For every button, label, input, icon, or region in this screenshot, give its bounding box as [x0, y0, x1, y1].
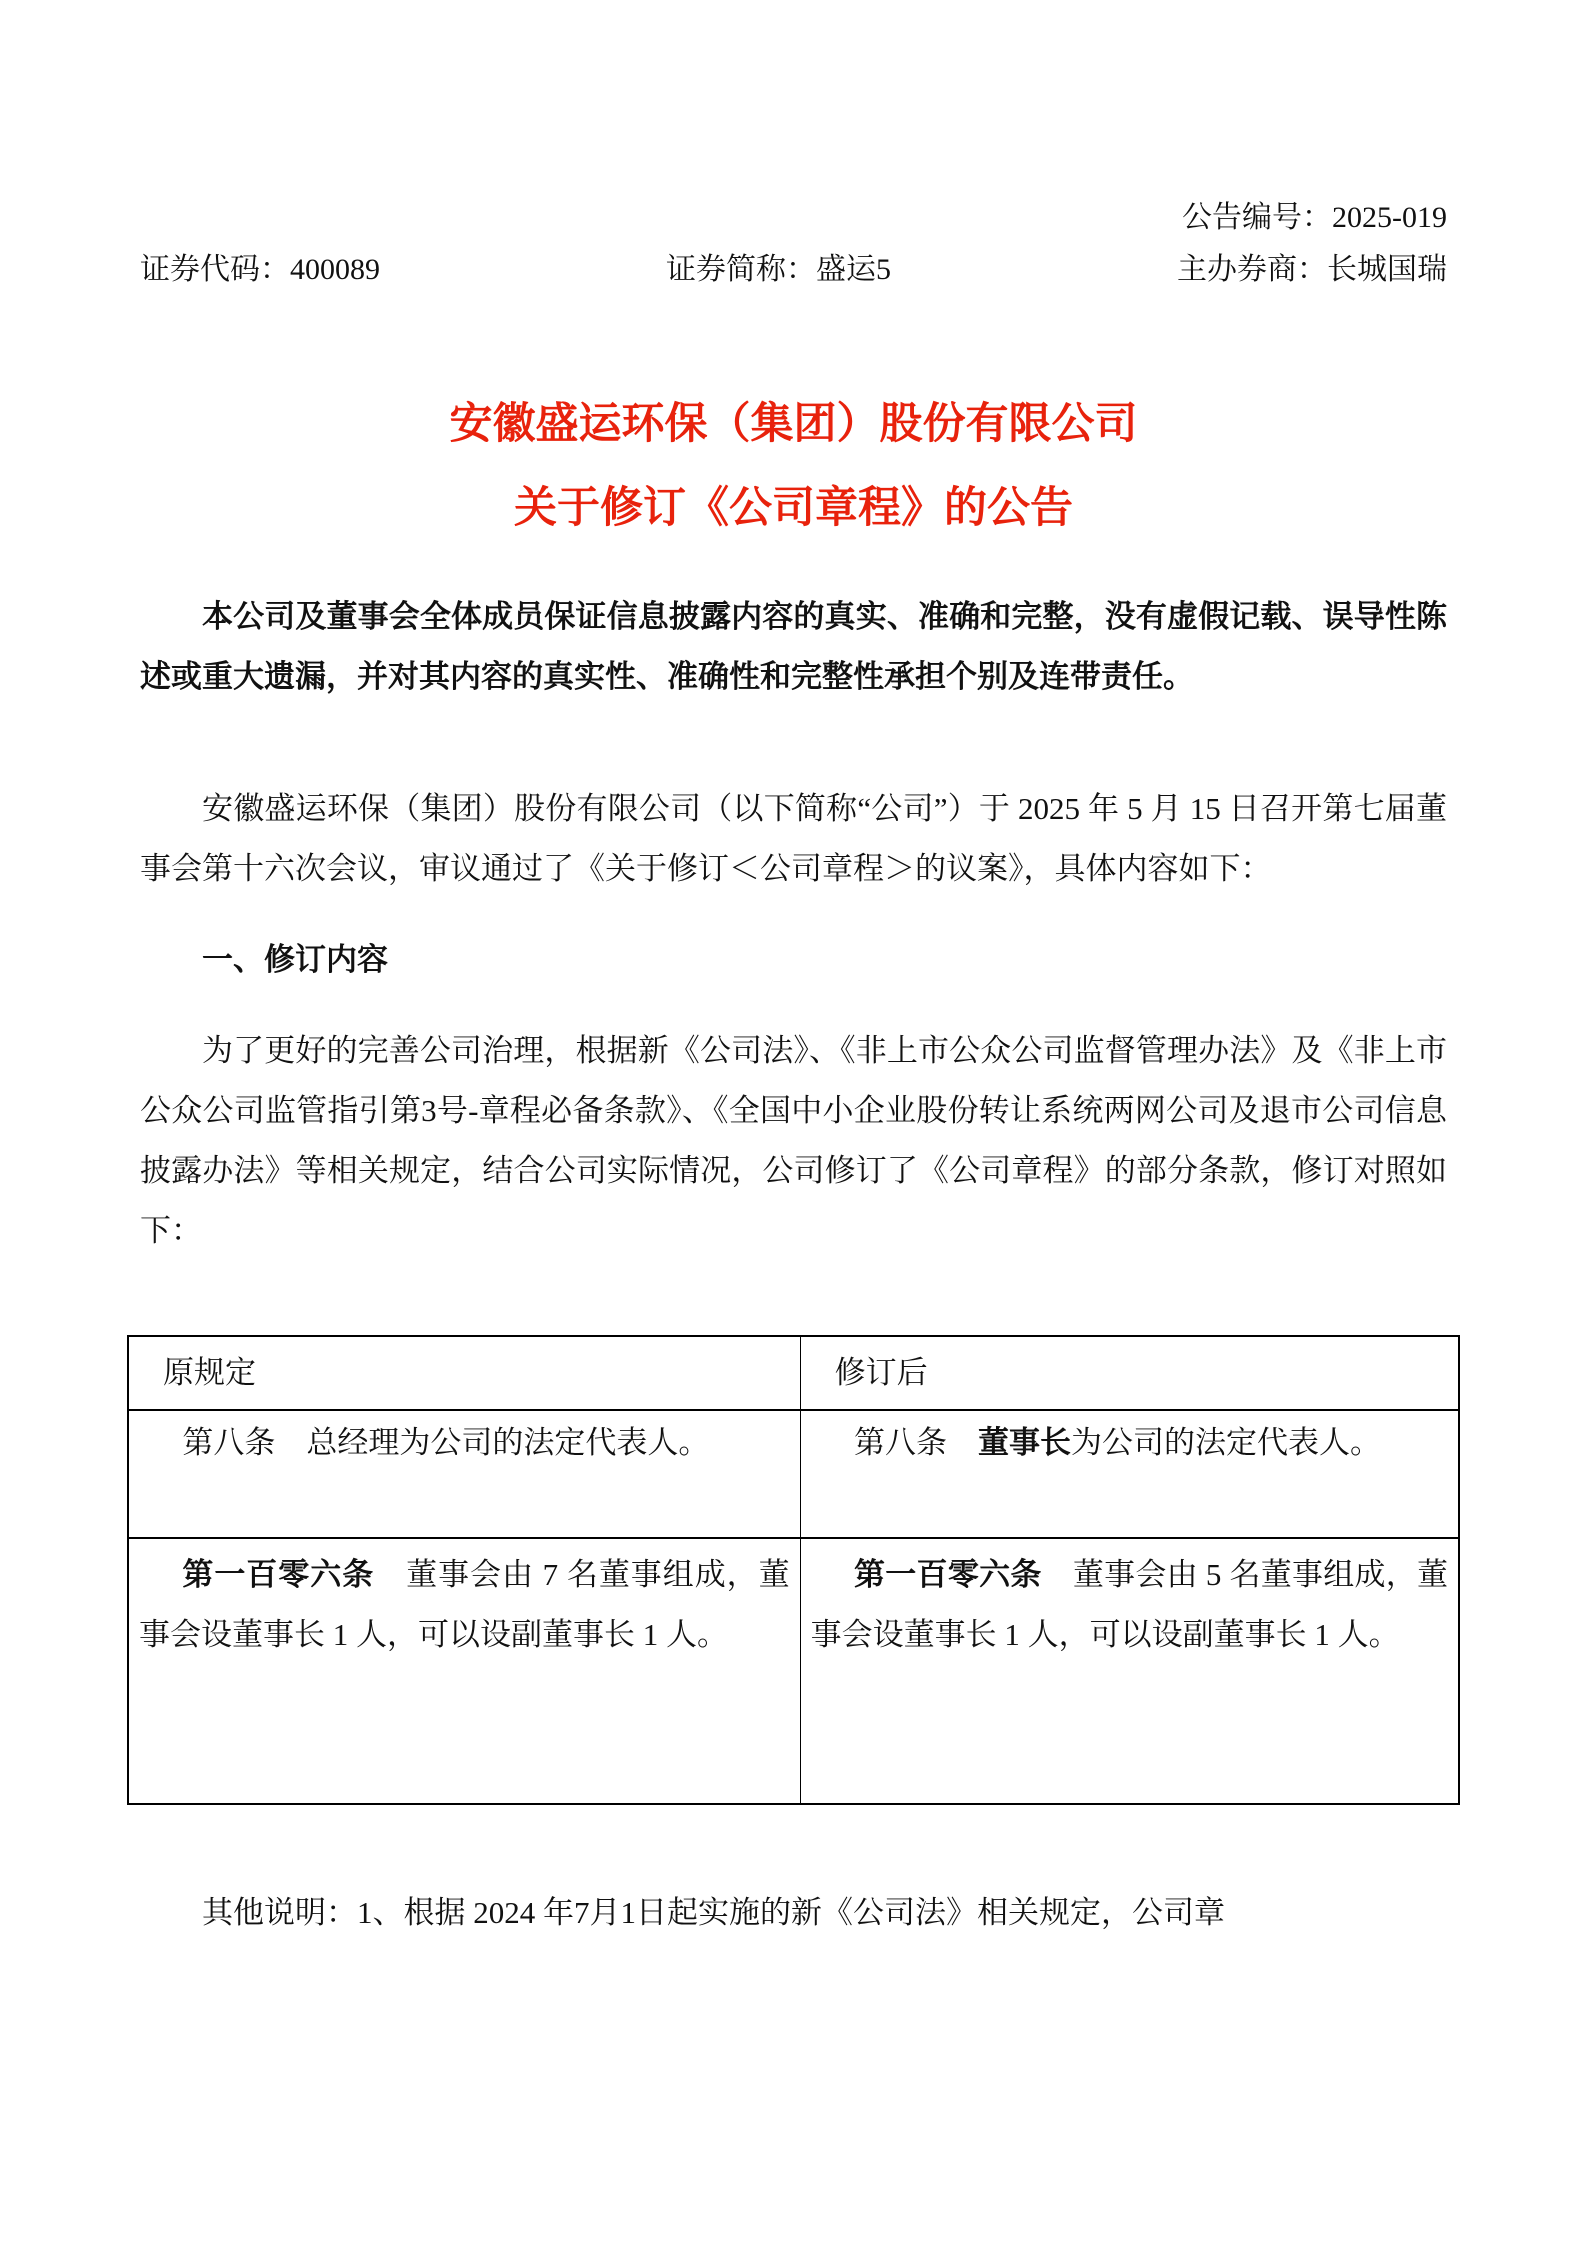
original-provision-header: 原规定 [128, 1336, 800, 1410]
article-8-revised-change: 董事长 [978, 1425, 1072, 1460]
title-line-1: 安徽盛运环保（集团）股份有限公司 [449, 401, 1138, 448]
article-8-original-text: 第八条 总经理为公司的法定代表人。 [182, 1425, 710, 1460]
section-1-body-paragraph: 为了更好的完善公司治理，根据新《公司法》、《非上市公众公司监督管理办法》及《非上市公众公司监管指引第3号-章程必备条款》、《全国中小企业股份转让系统两网公司及退市公司信息披露办法》等相关规定，结合公司实际情况，公司修订了《公司章程》的部分条款，修订对照如下： [140, 1033, 1447, 1248]
securities-info-row [140, 252, 1447, 288]
section-1-heading: 一、修订内容 [202, 942, 388, 977]
article-106-revised-text: 董事会由 5 名董事组成，董事会设董事长 1 人，可以设副董事长 1 人。 [810, 1557, 1449, 1652]
article-106-revised-number: 第一百零六条 [854, 1557, 1042, 1592]
article-106-original-text: 董事会由 7 名董事组成，董事会设董事长 1 人，可以设副董事长 1 人。 [139, 1557, 790, 1652]
article-8-original-cell [128, 1410, 800, 1538]
other-notes-paragraph: 其他说明：1、根据 2024 年7月1日起实施的新《公司法》相关规定，公司章 [202, 1895, 1225, 1930]
table-row [128, 1410, 1459, 1538]
document-title [140, 383, 1447, 551]
sponsor-broker: 主办券商：长城国瑞 [1177, 253, 1447, 286]
table-header-row [128, 1336, 1459, 1410]
article-106-original-number: 第一百零六条 [182, 1557, 375, 1592]
stock-code: 证券代码：400089 [140, 253, 380, 286]
stock-abbreviation: 证券简称：盛运5 [666, 253, 891, 286]
announcement-number: 公告编号：2025-019 [1182, 201, 1447, 234]
revision-comparison-table [127, 1335, 1460, 1805]
article-106-original-cell [128, 1538, 800, 1804]
table-row [128, 1538, 1459, 1804]
intro-paragraph: 安徽盛运环保（集团）股份有限公司（以下简称“公司”）于 2025 年 5 月 15 日召开第七届董事会第十六次会议，审议通过了《关于修订＜公司章程＞的议案》，具体内容如下： [140, 791, 1447, 886]
article-8-revised-suffix: 为公司的法定代表人。 [1071, 1425, 1382, 1460]
revised-provision-header: 修订后 [800, 1336, 1459, 1410]
article-8-revised-cell [800, 1410, 1459, 1538]
article-8-revised-prefix: 第八条 [854, 1425, 979, 1460]
article-106-revised-cell [800, 1538, 1459, 1804]
title-line-2: 关于修订《公司章程》的公告 [514, 485, 1073, 532]
declaration-paragraph: 本公司及董事会全体成员保证信息披露内容的真实、准确和完整，没有虚假记载、误导性陈述或重大遗漏，并对其内容的真实性、准确性和完整性承担个别及连带责任。 [140, 599, 1447, 694]
